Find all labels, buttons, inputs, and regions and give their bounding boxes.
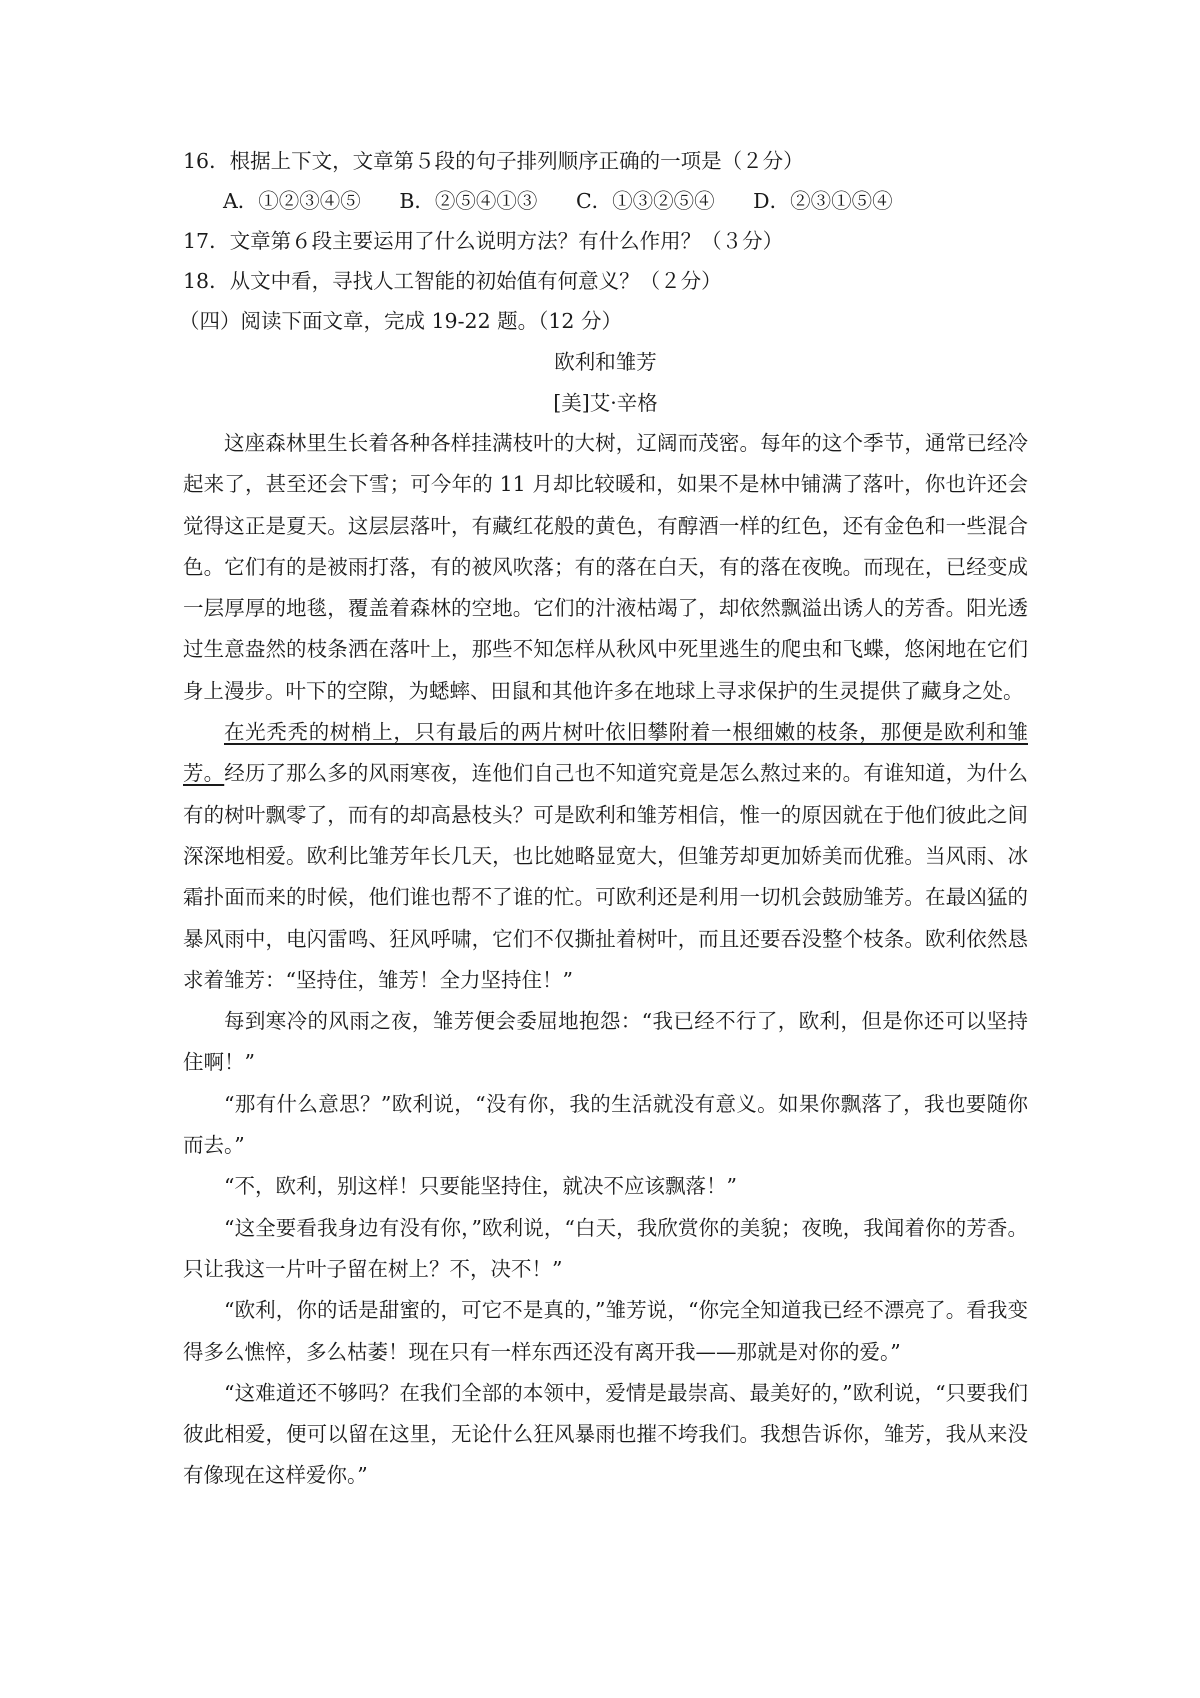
paragraph-7: “欧利，你的话是甜蜜的，可它不是真的，”雏芳说，“你完全知道我已经不漂亮了。看我变得多么憔悴，多么枯萎！现在只有一样东西还没有离开我——那就是对你的爱。” [183, 1298, 1028, 1364]
paragraph-6: “这全要看我身边有没有你，”欧利说，“白天，我欣赏你的美貌；夜晚，我闻着你的芳香。只让我这一片叶子留在树上？不，决不！” [183, 1215, 1028, 1281]
page-content [179, 141, 1029, 1497]
option-b: B．②⑤④①③ [399, 189, 538, 213]
paragraph-3: 每到寒冷的风雨之夜，雏芳便会委屈地抱怨：“我已经不行了，欧利，但是你还可以坚持住啊！” [183, 1009, 1028, 1075]
question-16-options [183, 181, 1028, 221]
option-a: A．①②③④⑤ [223, 189, 361, 213]
paragraph-1: 这座森林里生长着各种各样挂满枝叶的大树，辽阔而茂密。每年的这个季节，通常已经冷起来了，甚至还会下雪；可今年的 11 月却比较暖和，如果不是林中铺满了落叶，你也许还会觉得这正是夏天。这层层落叶，有藏红花般的黄色，有醇酒一样的红色，还有金色和一些混合色。它们有的是被雨打落，有的被风吹落；有的落在白天，有的落在夜晚。而现在，已经变成一层厚厚的地毯，覆盖着森林的空地。它们的汁液枯竭了，却依然飘溢出诱人的芳香。阳光透过生意盎然的枝条洒在落叶上，那些不知怎样从秋风中死里逃生的爬虫和飞蝶，悠闲地在它们身上漫步。叶下的空隙，为蟋蟀、田鼠和其他许多在地球上寻求保护的生灵提供了藏身之处。 [183, 431, 1028, 703]
question-17: 17．文章第６段主要运用了什么说明方法？有什么作用？（３分） [183, 229, 784, 253]
question-18: 18．从文中看，寻找人工智能的初始值有何意义？（２分） [183, 269, 722, 293]
option-c: C．①③②⑤④ [575, 189, 715, 213]
question-16: 16．根据上下文，文章第５段的句子排列顺序正确的一项是（２分） [183, 149, 804, 173]
section-heading: （四）阅读下面文章，完成 19-22 题。（12 分） [179, 309, 622, 333]
paragraph-2-rest: 经历了那么多的风雨寒夜，连他们自己也不知道究竟是怎么熬过来的。有谁知道，为什么有的树叶飘零了，而有的却高悬枝头？可是欧利和雏芳相信，惟一的原因就在于他们彼此之间深深地相爱。欧利比雏芳年长几天，也比她略显宽大，但雏芳却更加娇美而优雅。当风雨、冰霜扑面而来的时候，他们谁也帮不了谁的忙。可欧利还是利用一切机会鼓励雏芳。在最凶猛的暴风雨中，电闪雷鸣、狂风呼啸，它们不仅撕扯着树叶，而且还要吞没整个枝条。欧利依然恳求着雏芳：“坚持住，雏芳！全力坚持住！” [183, 761, 1029, 992]
paragraph-2 [183, 712, 1028, 1001]
paragraph-8: “这难道还不够吗？在我们全部的本领中，爱情是最崇高、最美好的，”欧利说，“只要我们彼此相爱，便可以留在这里，无论什么狂风暴雨也摧不垮我们。我想告诉你，雏芳，我从来没有像现在这样爱你。” [183, 1380, 1028, 1488]
underlined-sentence: 在光秃秃的树梢上，只有最后的两片树叶依旧攀附着一根细嫩的枝条，那便是欧利和雏芳。 [183, 720, 1028, 786]
option-d: D．②③①⑤④ [753, 189, 893, 213]
paragraph-4: “那有什么意思？”欧利说，“没有你，我的生活就没有意义。如果你飘落了，我也要随你而去。” [183, 1091, 1028, 1158]
paragraph-5: “不，欧利，别这样！只要能坚持住，就决不应该飘落！” [224, 1174, 737, 1199]
article-author: [美]艾·辛格 [553, 391, 658, 415]
article-title: 欧利和雏芳 [554, 350, 657, 374]
